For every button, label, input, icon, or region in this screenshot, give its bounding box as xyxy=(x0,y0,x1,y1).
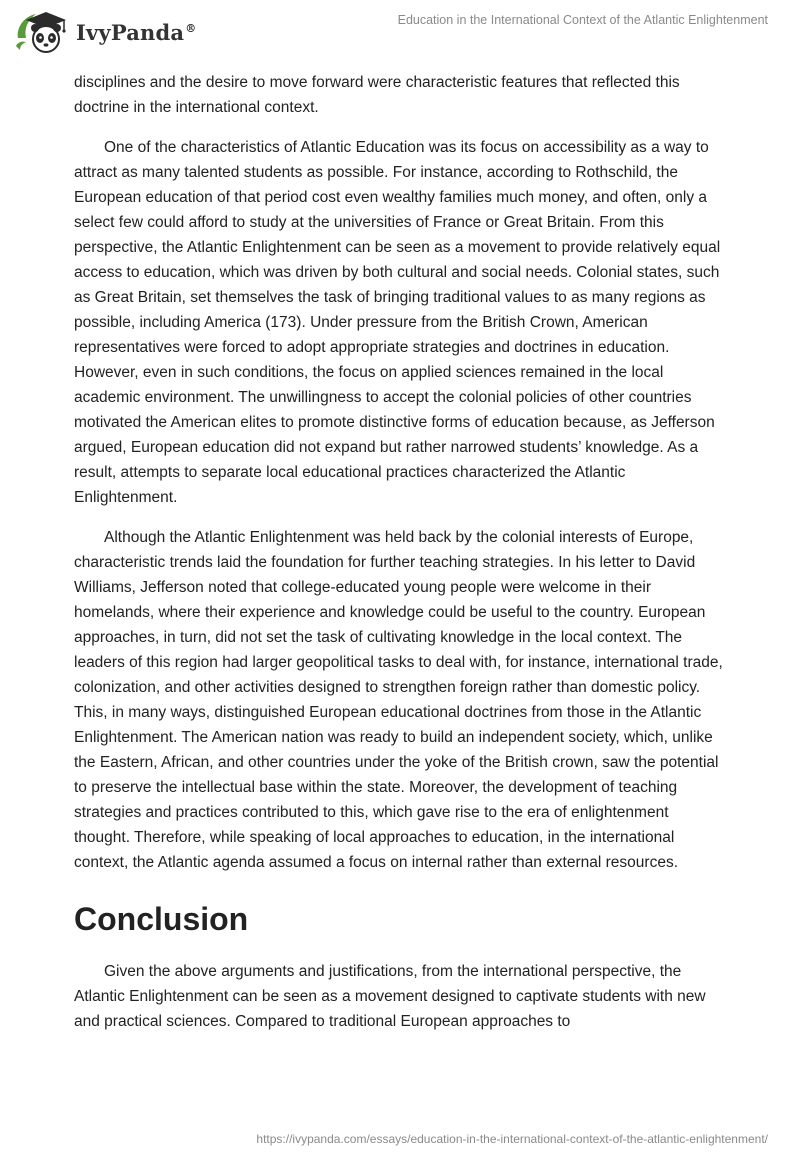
conclusion-heading: Conclusion xyxy=(74,901,249,937)
body-paragraph: Given the above arguments and justifications, from the international perspective, the Atlantic Enlightenment can be seen as a movement designed to captivate students with new and practical sciences. Compared to traditional European approaches to xyxy=(74,963,706,1030)
registered-mark: ® xyxy=(185,21,197,35)
page-header xyxy=(0,0,800,62)
body-paragraph: disciplines and the desire to move forward were characteristic features that reflected this doctrine in the international context. xyxy=(74,74,680,116)
panda-graduation-cap-icon xyxy=(14,8,70,56)
source-url-link[interactable]: https://ivypanda.com/essays/education-in-the-international-context-of-the-atlantic-enlightenment/ xyxy=(256,1132,768,1146)
document-title: Education in the International Context of the Atlantic Enlightenment xyxy=(397,13,768,27)
essay-content xyxy=(74,70,726,1034)
body-paragraph: Although the Atlantic Enlightenment was held back by the colonial interests of Europe, characteristic trends laid the foundation for further teaching strategies. In his letter to David Williams, Jefferson noted that college-educated young people were welcome in their homelands, where their experience and knowledge could be useful to the country. European approaches, in turn, did not set the task of cultivating knowledge in the local context. The leaders of this region had larger geopolitical tasks to deal with, for instance, international trade, colonization, and other activities designed to strengthen foreign rather than domestic policy. This, in many ways, distinguished European educational doctrines from those in the Atlantic Enlightenment. The American nation was ready to build an independent society, which, unlike the Eastern, African, and other countries under the yoke of the British crown, saw the potential to preserve the intellectual base within the state. Moreover, the development of teaching strategies and practices contributed to this, which gave rise to the era of enlightenment thought. Therefore, while speaking of local approaches to education, in the international context, the Atlantic agenda assumed a focus on internal rather than external resources. xyxy=(74,529,723,871)
brand-name: IvyPanda® xyxy=(76,19,197,45)
body-paragraph: One of the characteristics of Atlantic Education was its focus on accessibility as a way to attract as many talented students as possible. For instance, according to Rothschild, the European education of that period cost even wealthy families much money, and often, only a select few could afford to study at the universities of France or Great Britain. From this perspective, the Atlantic Enlightenment can be seen as a movement to provide relatively equal access to education, which was driven by both cultural and social needs. Colonial states, such as Great Britain, set themselves the task of bringing traditional values to as many regions as possible, including America (173). Under pressure from the British Crown, American representatives were forced to adopt appropriate strategies and doctrines in education. However, even in such conditions, the focus on applied sciences remained in the local academic environment. The unwillingness to accept the colonial policies of other countries motivated the American elites to promote distinctive forms of education because, as Jefferson argued, European education did not expand but rather narrowed students’ knowledge. As a result, attempts to separate local educational practices characterized the Atlantic Enlightenment. xyxy=(74,139,721,506)
brand-logo[interactable] xyxy=(14,8,196,56)
